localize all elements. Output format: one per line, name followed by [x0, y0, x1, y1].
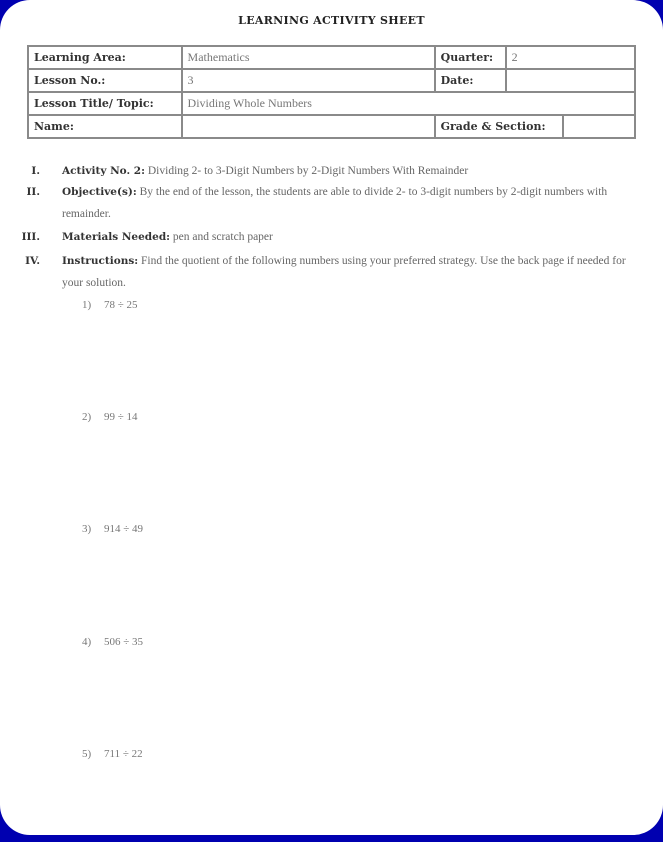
problem-number: 1) — [82, 299, 92, 311]
section-text: By the end of the lesson, the students are able to divide 2- to 3-digit numbers by 2-digit numbers with remainder. — [62, 186, 608, 220]
quarter-label: Quarter: — [435, 46, 506, 69]
section-heading: Objective(s): — [62, 186, 137, 198]
problem-expression: 711 ÷ 22 — [104, 748, 143, 760]
problem-number: 2) — [82, 411, 92, 423]
learning-area-label: Learning Area: — [28, 46, 182, 69]
section-text: Dividing 2- to 3-Digit Numbers by 2-Digit Numbers With Remainder — [147, 165, 469, 177]
problem-expression: 78 ÷ 25 — [104, 299, 138, 311]
lesson-no-label: Lesson No.: — [28, 69, 182, 92]
quarter-value: 2 — [506, 46, 635, 69]
problem-number: 3) — [82, 523, 92, 535]
grade-section-value — [563, 115, 635, 138]
problem-2 — [82, 411, 138, 423]
info-table — [27, 45, 636, 139]
name-label: Name: — [28, 115, 182, 138]
problem-expression: 914 ÷ 49 — [104, 523, 144, 535]
problem-5 — [82, 748, 143, 760]
section-text: pen and scratch paper — [172, 231, 273, 243]
section-heading: Instructions: — [62, 255, 139, 267]
section-heading: Activity No. 2: — [62, 165, 145, 177]
section-text: Find the quotient of the following numbers using your preferred strategy. Use the back page if needed for your solution. — [62, 255, 626, 289]
lesson-no-value: 3 — [182, 69, 435, 92]
row-learning-area — [28, 46, 635, 69]
problem-4 — [82, 636, 143, 648]
section-numeral: IV. — [25, 255, 40, 267]
section-numeral: III. — [21, 231, 40, 243]
problem-1 — [82, 299, 138, 311]
problem-expression: 99 ÷ 14 — [104, 411, 138, 423]
sheet-title: LEARNING ACTIVITY SHEET — [238, 14, 425, 27]
lesson-title-label: Lesson Title/ Topic: — [28, 92, 182, 115]
problem-number: 5) — [82, 748, 92, 760]
grade-section-label: Grade & Section: — [435, 115, 564, 138]
row-lesson-no — [28, 69, 635, 92]
date-value — [506, 69, 635, 92]
section-numeral: II. — [26, 186, 40, 198]
section-heading: Materials Needed: — [62, 231, 171, 243]
name-value — [182, 115, 435, 138]
row-name — [28, 115, 635, 138]
section-numeral: I. — [31, 165, 40, 177]
learning-area-value: Mathematics — [182, 46, 435, 69]
problem-3 — [82, 523, 143, 535]
row-lesson-title — [28, 92, 635, 115]
date-label: Date: — [435, 69, 506, 92]
problem-number: 4) — [82, 636, 92, 648]
problem-expression: 506 ÷ 35 — [104, 636, 144, 648]
lesson-title-value: Dividing Whole Numbers — [182, 92, 635, 115]
